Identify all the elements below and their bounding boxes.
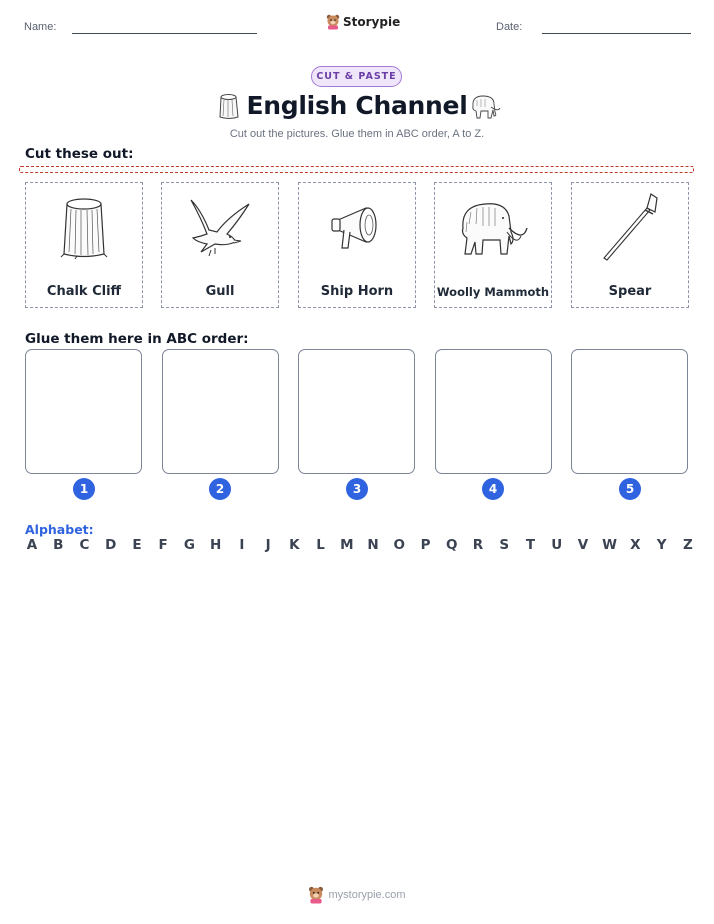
alphabet-heading: Alphabet: [25, 522, 94, 537]
card-label: Ship Horn [320, 284, 394, 299]
alphabet-letter: W [602, 537, 618, 553]
glue-slot-4[interactable] [435, 349, 552, 474]
card-label: Chalk Cliff [46, 284, 122, 299]
footer-site-link[interactable]: mystorypie.com [328, 889, 406, 901]
glue-section-heading: Glue them here in ABC order: [25, 331, 249, 347]
brand-logo [326, 14, 400, 30]
alphabet-letter: Y [656, 537, 667, 553]
card-label: Gull [205, 284, 235, 299]
alphabet-letter: C [79, 537, 90, 553]
alphabet-letter: V [577, 537, 589, 553]
card-label: Spear [608, 284, 652, 299]
alphabet-letter: A [26, 537, 38, 553]
alphabet-letter: I [239, 537, 245, 553]
date-label: Date: [496, 21, 523, 33]
alphabet-letter: H [209, 537, 222, 553]
glue-slot-5[interactable] [571, 349, 688, 474]
alphabet-letter: S [499, 537, 510, 553]
glue-slot-3[interactable] [298, 349, 415, 474]
glue-slot-2[interactable] [162, 349, 279, 474]
alphabet-letter: E [132, 537, 142, 553]
slot-number-2: 2 [209, 478, 231, 500]
alphabet-letter: D [105, 537, 117, 553]
alphabet-letter: L [316, 537, 325, 553]
gull-icon [187, 196, 253, 260]
slot-number-5: 5 [619, 478, 641, 500]
footer [0, 886, 714, 904]
brand-name: Storypie [343, 15, 401, 29]
storypie-bear-icon [308, 886, 324, 904]
date-line[interactable] [542, 33, 691, 34]
cut-section-heading: Cut these out: [25, 146, 134, 162]
chalk-cliff-icon [59, 196, 109, 260]
cut-paste-badge: CUT & PASTE [311, 66, 402, 87]
alphabet-letter: Z [682, 537, 693, 553]
alphabet-letter: N [367, 537, 379, 553]
cut-card-gull[interactable] [161, 182, 279, 308]
cut-guide-line [19, 166, 694, 173]
cut-card-woolly-mammoth[interactable] [434, 182, 552, 308]
alphabet-letter: O [393, 537, 406, 553]
cut-card-spear[interactable] [571, 182, 689, 308]
alphabet-row [25, 537, 695, 553]
alphabet-letter: T [525, 537, 536, 553]
cut-card-ship-horn[interactable] [298, 182, 416, 308]
alphabet-letter: F [158, 537, 168, 553]
spear-icon [597, 192, 663, 264]
slot-number-1: 1 [73, 478, 95, 500]
alphabet-letter: M [340, 537, 354, 553]
card-label: Woolly Mammoth [436, 285, 550, 299]
slot-number-4: 4 [482, 478, 504, 500]
woolly-mammoth-icon [457, 198, 529, 258]
woolly-mammoth-icon [467, 92, 501, 120]
storypie-bear-icon [326, 14, 340, 30]
ship-horn-icon [328, 198, 386, 258]
alphabet-letter: K [289, 537, 300, 553]
alphabet-letter: Q [446, 537, 458, 553]
alphabet-letter: U [551, 537, 563, 553]
page-title: English Channel [246, 91, 468, 120]
glue-slot-1[interactable] [25, 349, 142, 474]
name-label: Name: [24, 21, 57, 33]
alphabet-letter: G [183, 537, 195, 553]
alphabet-letter: R [472, 537, 484, 553]
alphabet-letter: P [420, 537, 431, 553]
name-line[interactable] [72, 33, 257, 34]
alphabet-letter: J [265, 537, 271, 553]
slot-number-3: 3 [346, 478, 368, 500]
alphabet-letter: B [53, 537, 64, 553]
page-subtitle: Cut out the pictures. Glue them in ABC order, A to Z. [229, 128, 485, 140]
cut-card-chalk-cliff[interactable] [25, 182, 143, 308]
alphabet-letter: X [630, 537, 641, 553]
